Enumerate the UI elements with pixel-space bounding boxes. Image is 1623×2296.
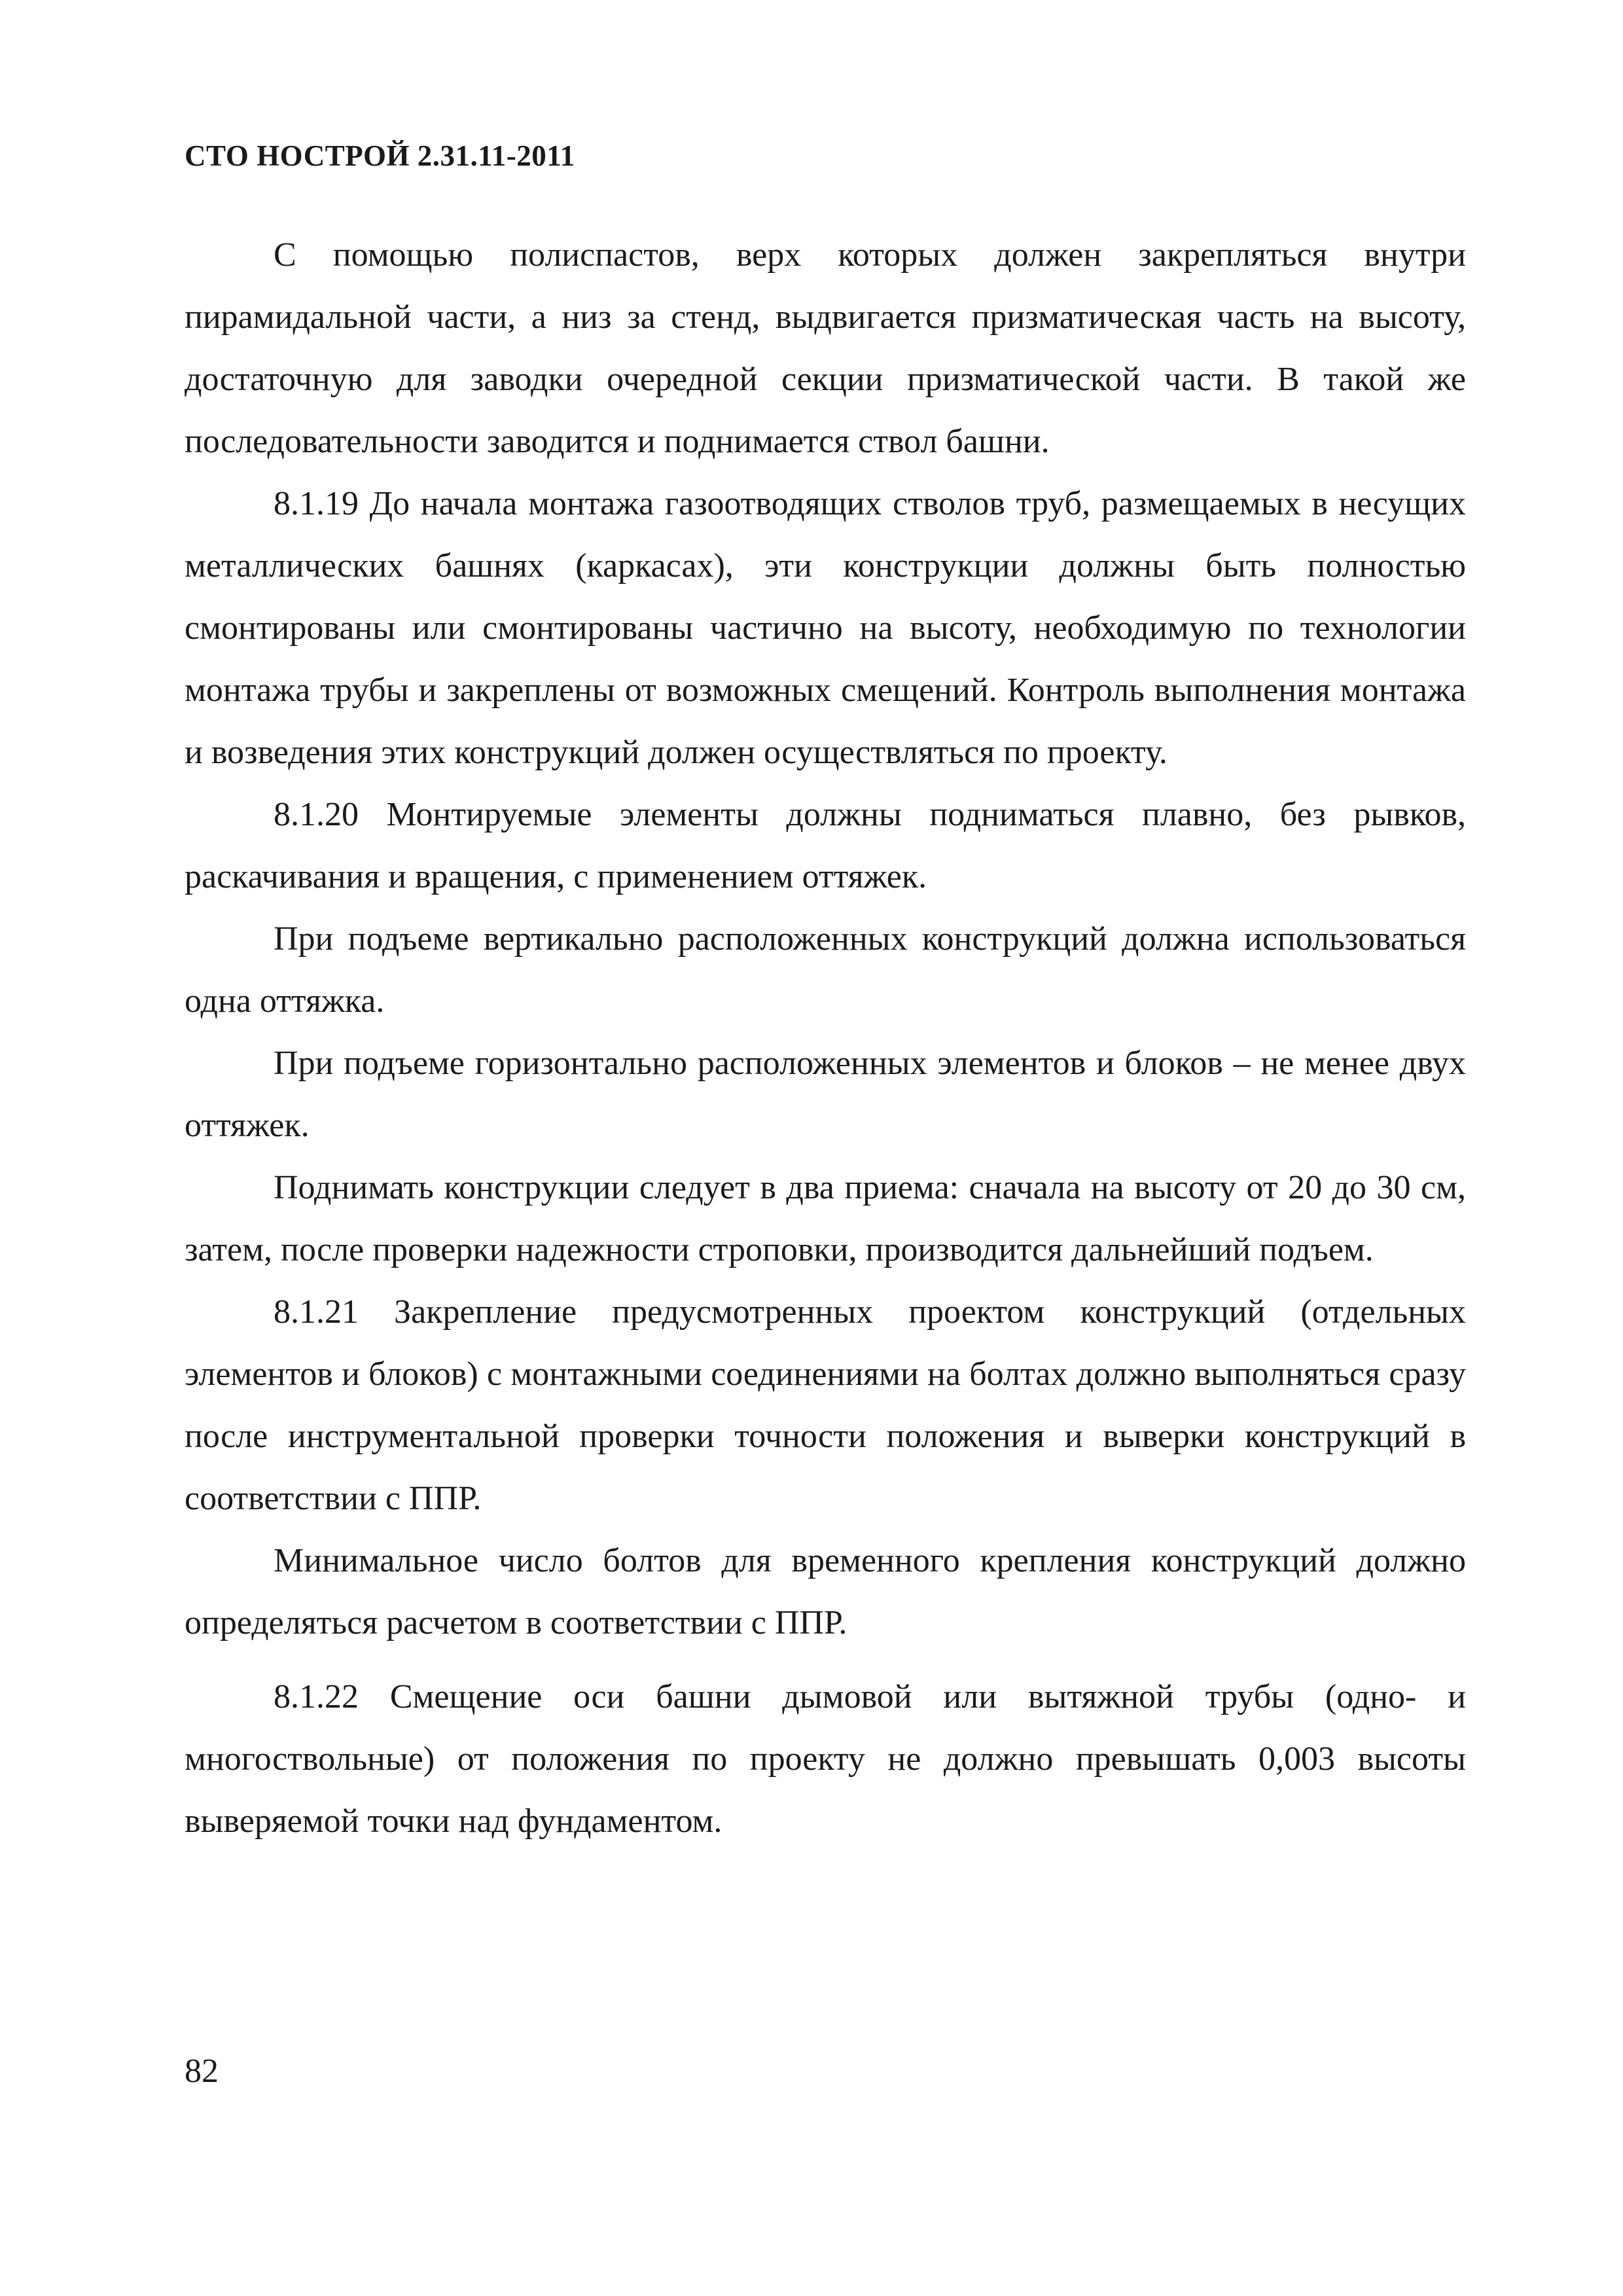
paragraph-8-1-21: 8.1.21 Закрепление предусмотренных проектом конструкций (отдельных элементов и блоков) с монтажными соединениями на болтах должно выполняться сразу после инструментальной проверки точности положения и выверки конструкций в соответствии с ППР. xyxy=(185,1293,1466,1517)
paragraph-vertical-lift: При подъеме вертикально расположенных конструкций должна использоваться одна оттяжка. xyxy=(185,920,1466,1020)
paragraph-telescoping: С помощью полиспастов, верх которых должен закрепляться внутри пирамидальной части, а низ за стенд, выдвигается призматическая часть на высоту, достаточную для заводки очередной секции призматической части. В такой же последовательности заводится и поднимается ствол башни. xyxy=(185,236,1466,460)
document-header: СТО НОСТРОЙ 2.31.11-2011 xyxy=(185,139,575,172)
paragraph-min-bolts: Минимальное число болтов для временного крепления конструкций должно определяться расчетом в соответствии с ППР. xyxy=(185,1542,1466,1641)
paragraph-8-1-20: 8.1.20 Монтируемые элементы должны подниматься плавно, без рывков, раскачивания и вращения, с применением оттяжек. xyxy=(185,796,1466,895)
page-number: 82 xyxy=(185,2053,219,2090)
paragraph-8-1-22: 8.1.22 Смещение оси башни дымовой или вытяжной трубы (одно- и многоствольные) от положения по проекту не должно превышать 0,003 высоты выверяемой точки над фундаментом. xyxy=(185,1678,1466,1840)
paragraph-two-stage-lift: Поднимать конструкции следует в два приема: сначала на высоту от 20 до 30 см, затем, после проверки надежности строповки, производится дальнейший подъем. xyxy=(185,1169,1466,1268)
paragraph-horizontal-lift: При подъеме горизонтально расположенных элементов и блоков – не менее двух оттяжек. xyxy=(185,1045,1466,1144)
paragraph-8-1-19: 8.1.19 До начала монтажа газоотводящих стволов труб, размещаемых в несущих металлических башнях (каркасах), эти конструкции должны быть полностью смонтированы или смонтированы частично на высоту, необходимую по технологии монтажа трубы и закреплены от возможных смещений. Контроль выполнения монтажа и возведения этих конструкций должен осуществляться по проекту. xyxy=(185,485,1466,771)
document-body xyxy=(185,224,1466,1852)
